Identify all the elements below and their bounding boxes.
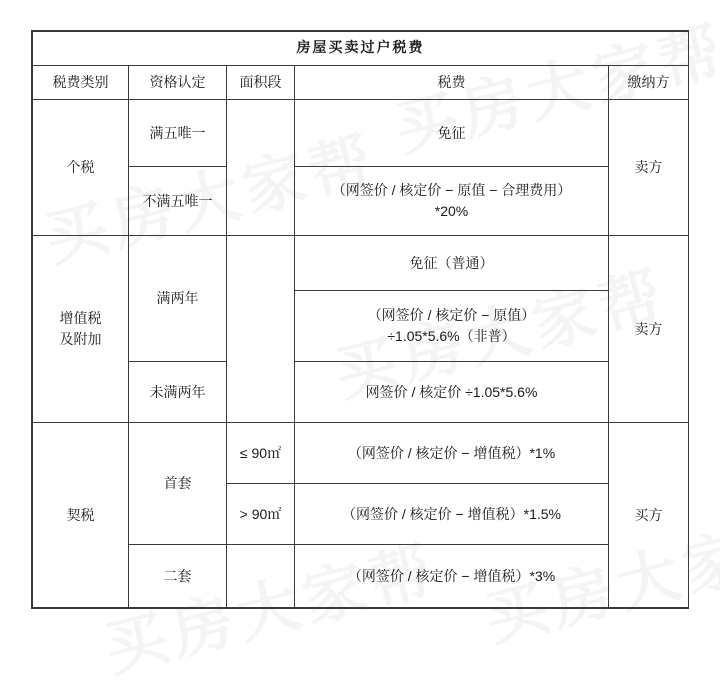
table-row [33, 167, 689, 236]
cell-qualification-first-home: 首套 [129, 423, 227, 545]
cell-tax-vat-ordinary: 免征（普通） [295, 236, 609, 291]
tax-formula-line-1: （网签价 / 核定价 − 原值） [367, 307, 536, 323]
cell-tax-personal-over5-only: 免征 [295, 100, 609, 167]
cell-tax-vat-nonordinary [295, 291, 609, 362]
table-title-row [33, 32, 689, 66]
category-vat-line-1: 增值税 [59, 310, 102, 326]
cell-category-deed-tax: 契税 [33, 423, 129, 608]
tax-table-sheet [31, 30, 689, 609]
cell-area-vat [227, 236, 295, 423]
cell-tax-deed-second: （网签价 / 核定价 − 增值税）*3% [295, 545, 609, 608]
table-row [33, 100, 689, 167]
cell-tax-vat-under2: 网签价 / 核定价 ÷1.05*5.6% [295, 362, 609, 423]
cell-area-second-home [227, 545, 295, 608]
cell-tax-deed-first-large: （网签价 / 核定价 − 增值税）*1.5% [295, 484, 609, 545]
column-header-area: 面积段 [227, 66, 295, 100]
column-header-category: 税费类别 [33, 66, 129, 100]
cell-area-gt-90: > 90㎡ [227, 484, 295, 545]
table-row [33, 545, 689, 608]
cell-qualification-second-home: 二套 [129, 545, 227, 608]
cell-payer-personal-tax: 卖方 [609, 100, 689, 236]
cell-payer-deed-tax: 买方 [609, 423, 689, 608]
cell-category-personal-tax: 个税 [33, 100, 129, 236]
tax-formula-line-1: （网签价 / 核定价 − 原值 − 合理费用） [331, 182, 572, 198]
column-header-payer: 缴纳方 [609, 66, 689, 100]
table-row [33, 362, 689, 423]
category-vat-line-2: 及附加 [59, 331, 102, 347]
column-header-tax: 税费 [295, 66, 609, 100]
cell-area-personal-tax [227, 100, 295, 236]
cell-qualification-over5-only: 满五唯一 [129, 100, 227, 167]
cell-tax-personal-under5 [295, 167, 609, 236]
cell-qualification-under5-only: 不满五唯一 [129, 167, 227, 236]
table-row [33, 236, 689, 291]
table-header-row [33, 66, 689, 100]
column-header-qualification: 资格认定 [129, 66, 227, 100]
cell-payer-vat: 卖方 [609, 236, 689, 423]
page-title: 房屋买卖过户税费 [33, 32, 689, 66]
cell-tax-deed-first-small: （网签价 / 核定价 − 增值税）*1% [295, 423, 609, 484]
cell-qualification-under2years: 未满两年 [129, 362, 227, 423]
cell-area-le-90: ≤ 90㎡ [227, 423, 295, 484]
tax-formula-line-2: ÷1.05*5.6%（非普） [387, 328, 516, 344]
cell-qualification-over2years: 满两年 [129, 236, 227, 362]
cell-category-vat [33, 236, 129, 423]
tax-formula-line-2: *20% [434, 203, 469, 219]
tax-table [32, 31, 689, 608]
table-row [33, 423, 689, 484]
